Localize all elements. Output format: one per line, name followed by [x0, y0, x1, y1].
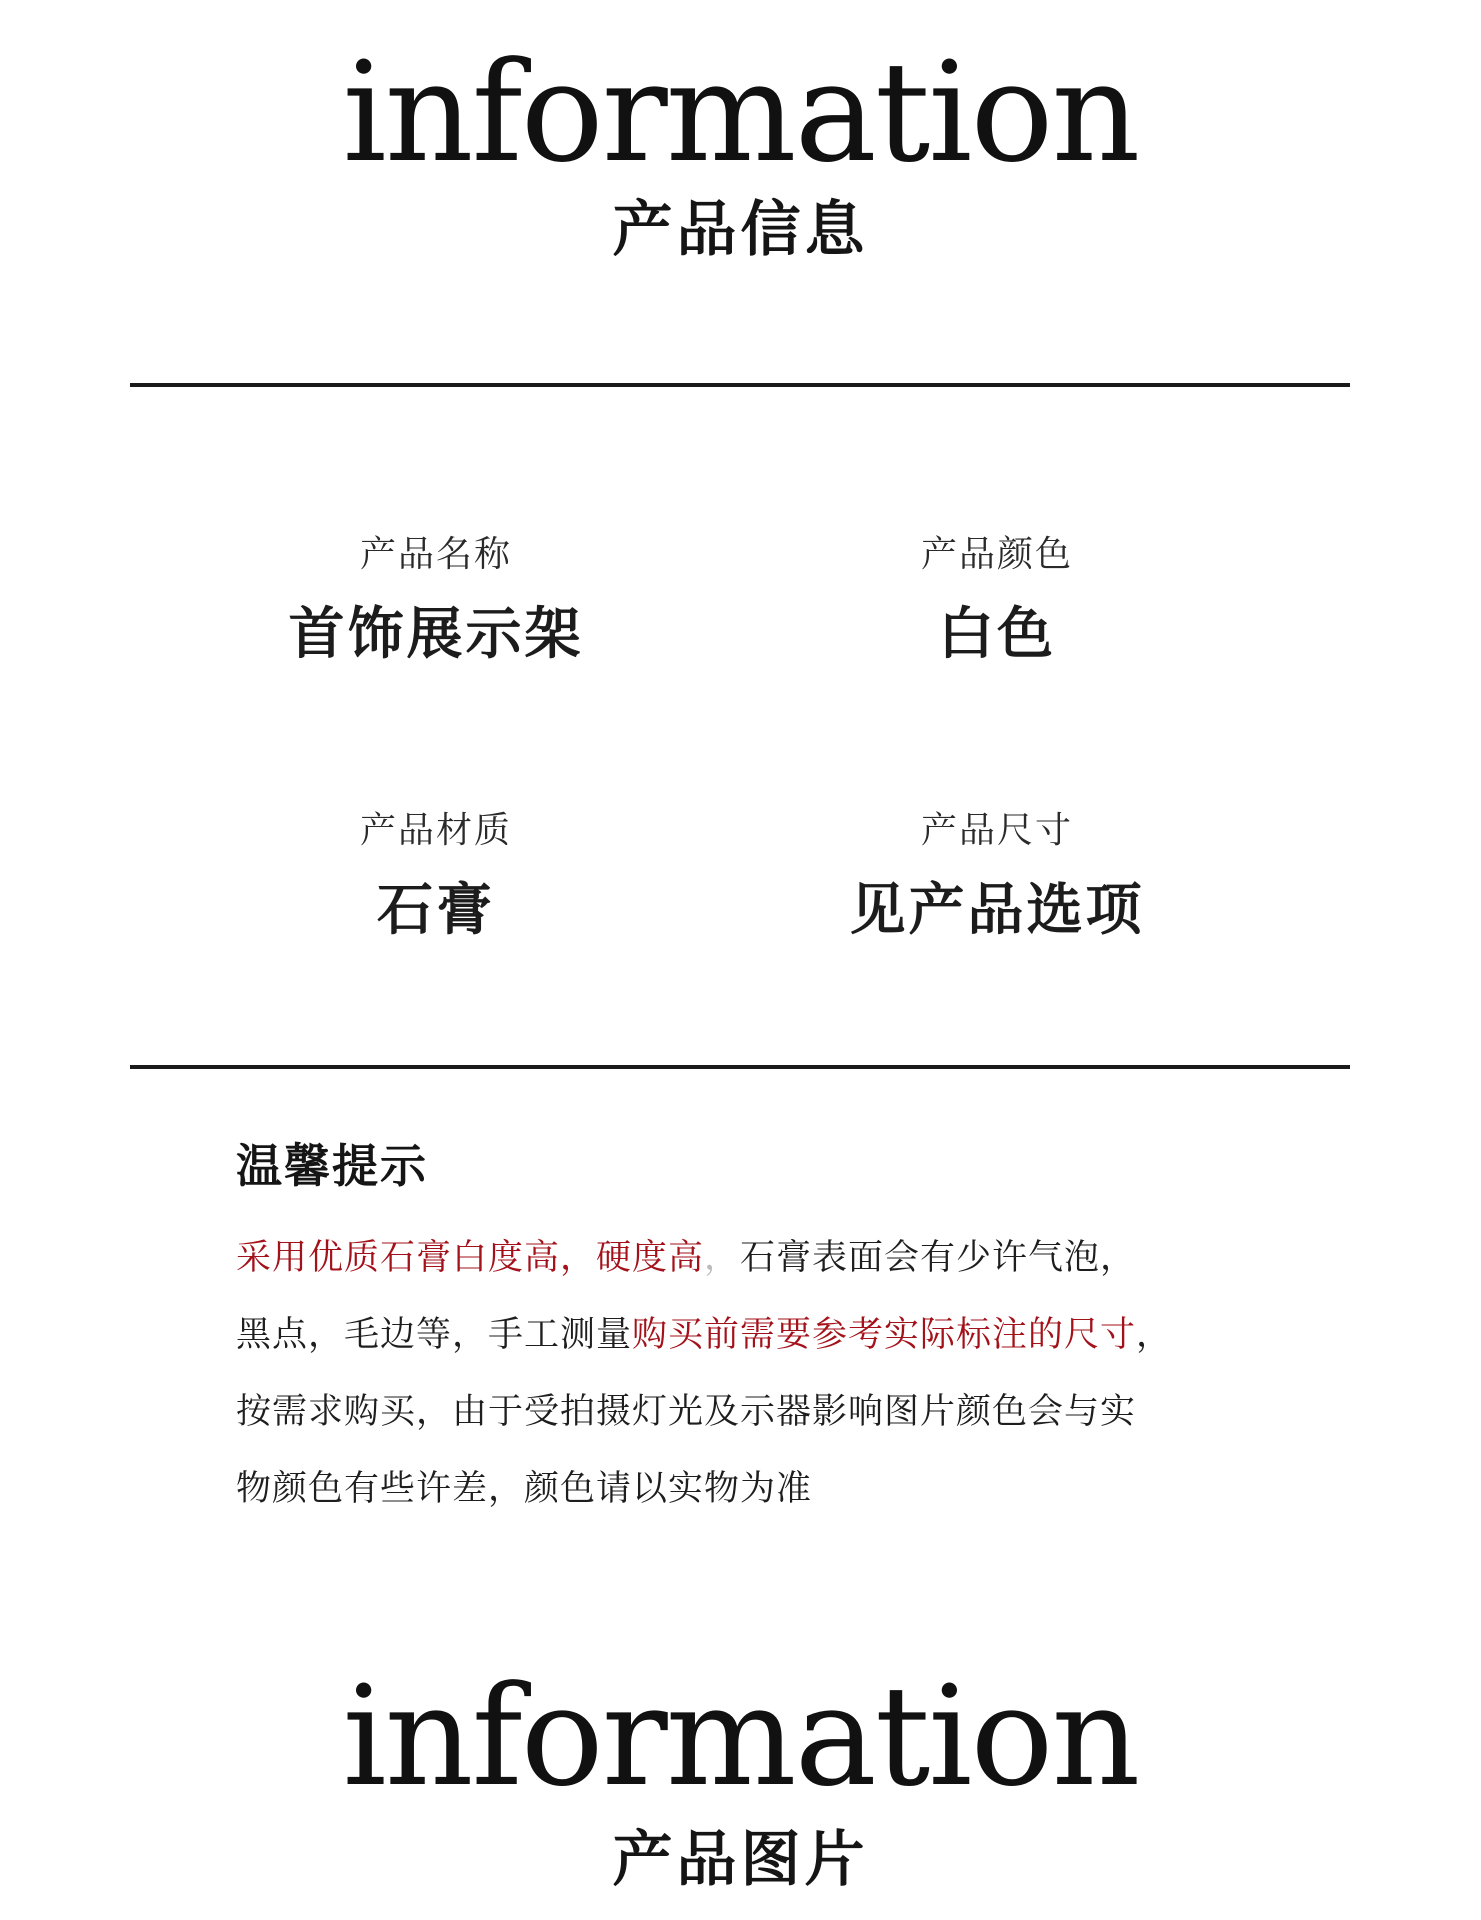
section-heading: information: [342, 32, 1139, 193]
tips-line-4: 物颜色有些许差，颜色请以实物为准: [236, 1469, 813, 1509]
info-value-color: 白色: [938, 602, 1056, 667]
info-label-material: 产品材质: [359, 810, 512, 851]
info-value-name: 首饰展示架: [288, 602, 584, 667]
tips-line-1: [236, 1220, 1266, 1297]
info-label-name: 产品名称: [359, 534, 512, 575]
section-subheading-2: 产品图片: [612, 1825, 869, 1895]
divider-bottom: [130, 1065, 1350, 1069]
section-subheading: 产品信息: [612, 195, 869, 265]
section-heading-2: information: [342, 1656, 1139, 1817]
info-label-size: 产品尺寸: [920, 810, 1073, 851]
tips-highlight: 购买前需要参考实际标注的尺寸: [632, 1315, 1137, 1355]
tips-text: 石膏表面会有少许气泡，: [740, 1238, 1137, 1278]
divider-top: [130, 383, 1350, 387]
info-value-size: 见产品选项: [849, 878, 1145, 943]
tips-highlight: 采用优质石膏白度高，硬度高: [236, 1238, 705, 1278]
tips-line-3: 按需求购买，由于受拍摄灯光及示器影响图片颜色会与实: [236, 1392, 1137, 1432]
tips-body: [236, 1220, 1266, 1528]
tips-line-2: [236, 1297, 1266, 1374]
tips-text: ，: [1136, 1315, 1173, 1355]
info-label-color: 产品颜色: [920, 534, 1073, 575]
info-value-material: 石膏: [377, 878, 495, 943]
tips-text: 黑点，毛边等，手工测量: [236, 1315, 633, 1355]
tips-title: 温馨提示: [236, 1139, 428, 1193]
tips-separator: ，: [704, 1238, 741, 1278]
